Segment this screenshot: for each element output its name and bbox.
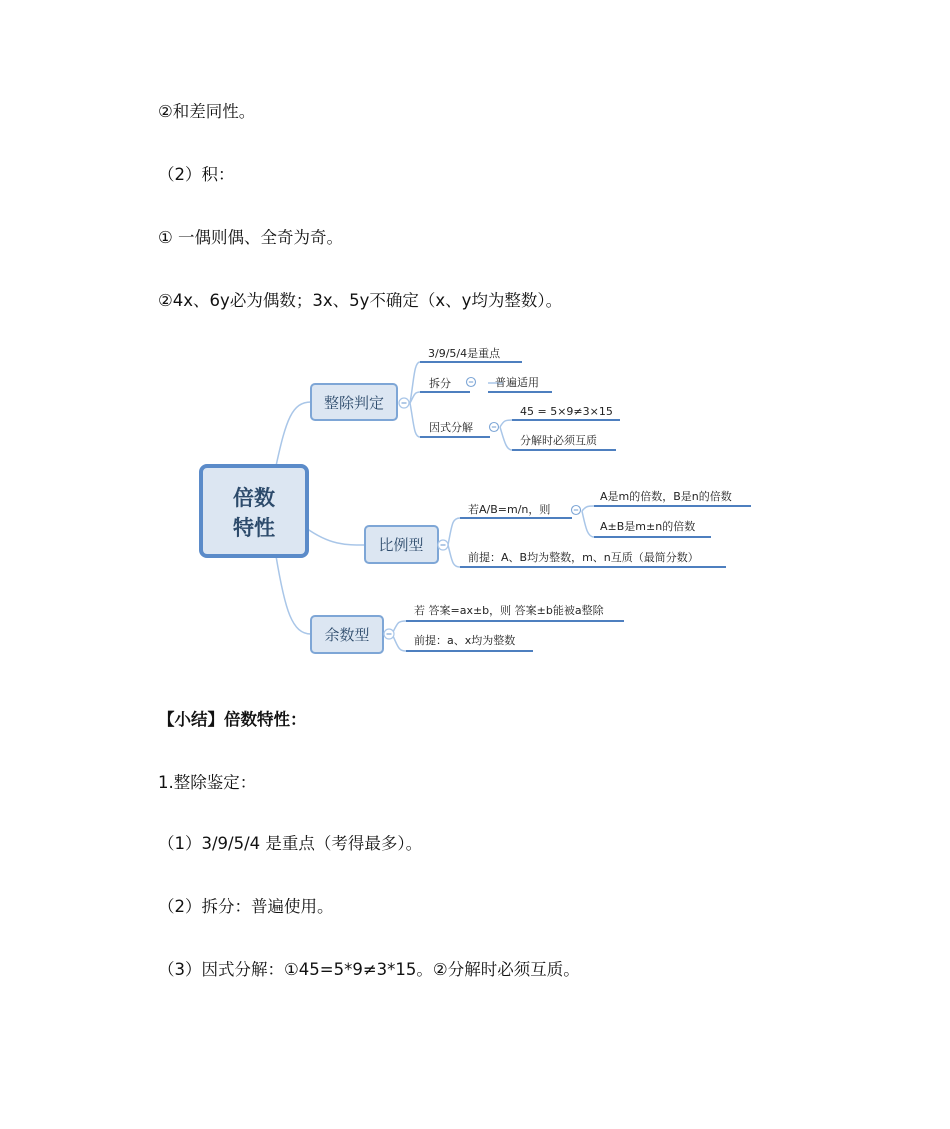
leaf-ratio-condition: 若A/B=m/n，则 <box>468 503 551 516</box>
leaf-split-child: 普遍适用 <box>495 376 539 389</box>
text-line-coefficients: ②4x、6y必为偶数；3x、5y不确定（x、y均为整数）。 <box>158 291 563 310</box>
branch-node-ratio <box>365 526 448 563</box>
root-label-line1: 倍数 <box>233 486 275 510</box>
text-line-key-numbers: （1）3/9/5/4 是重点（考得最多）。 <box>158 834 423 853</box>
leaf-key-numbers: 3/9/5/4是重点 <box>428 347 501 360</box>
text-line-product-heading: （2）积： <box>158 165 235 184</box>
root-node <box>201 466 307 556</box>
leaf-remainder-rule: 若 答案=ax±b，则 答案±b能被a整除 <box>414 604 604 617</box>
text-line-factorization: （3）因式分解：①45=5*9≠3*15。②分解时必须互质。 <box>158 960 580 979</box>
branch1-label: 整除判定 <box>323 394 385 412</box>
text-line-split: （2）拆分：普遍使用。 <box>158 897 334 916</box>
leaf-ratio-sum-diff: A±B是m±n的倍数 <box>600 520 696 533</box>
summary-title: 【小结】倍数特性： <box>158 710 307 729</box>
branch-node-divisibility <box>311 384 409 420</box>
connector-root-branch2 <box>306 528 365 545</box>
text-line-sum-diff: ②和差同性。 <box>158 102 256 121</box>
leaf-ratio-multiples: A是m的倍数，B是n的倍数 <box>600 490 732 503</box>
branch-node-remainder <box>311 616 394 653</box>
leaf-factor: 因式分解 <box>429 421 473 434</box>
leaf-ratio-premise: 前提：A、B均为整数，m、n互质（最简分数） <box>468 551 699 564</box>
root-label-line2: 特性 <box>233 516 275 540</box>
leaf-remainder-premise: 前提：a、x均为整数 <box>414 634 516 647</box>
branch1-leaves <box>420 346 620 450</box>
text-line-odd-even: ① 一偶则偶、全奇为奇。 <box>158 228 344 247</box>
branch2-leaves <box>460 489 751 567</box>
connector-root-branch1 <box>276 402 311 466</box>
text-line-divisibility-heading: 1.整除鉴定： <box>158 773 257 792</box>
branch2-label: 比例型 <box>378 536 424 554</box>
leaf-factor-example: 45 = 5×9≠3×15 <box>520 405 613 418</box>
leaf-split: 拆分 <box>429 377 451 390</box>
leaf-factor-coprime: 分解时必须互质 <box>520 434 597 447</box>
branch3-label: 余数型 <box>324 626 370 644</box>
connector-root-branch3 <box>276 556 311 634</box>
branch3-leaves <box>406 603 624 651</box>
